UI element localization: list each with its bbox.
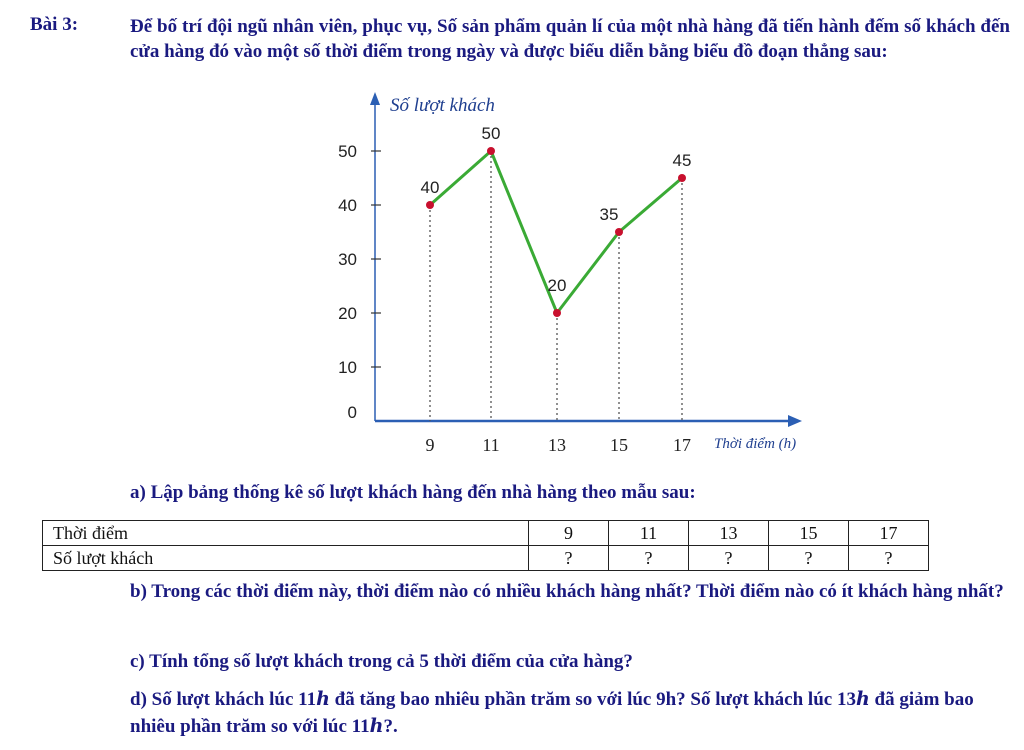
y-tick-label: 10: [338, 358, 357, 377]
table-cell: 11: [609, 521, 689, 546]
x-tick-label: 9: [425, 435, 435, 455]
table-row-time: [43, 521, 929, 546]
question-a: a) Lập bảng thống kê số lượt khách hàng đến nhà hàng theo mẫu sau:: [130, 482, 696, 503]
chart-svg: [320, 88, 840, 460]
table-cell: ?: [609, 546, 689, 571]
table-cell: ?: [529, 546, 609, 571]
stats-table: [42, 520, 929, 571]
data-label: 40: [420, 178, 440, 197]
question-c: c) Tính tổng số lượt khách trong cả 5 thời điểm của cửa hàng?: [130, 651, 633, 672]
x-tick-label: 15: [610, 435, 628, 455]
table-cell: ?: [769, 546, 849, 571]
chart-marks: [338, 92, 802, 455]
y-tick-label: 30: [338, 250, 357, 269]
table-cell: 13: [689, 521, 769, 546]
y-axis-arrow: [370, 92, 380, 105]
data-label: 20: [547, 276, 567, 295]
data-point: [426, 201, 434, 209]
data-point: [615, 228, 623, 236]
question-b: b) Trong các thời điểm này, thời điểm nào có nhiều khách hàng nhất? Thời điểm nào có ít khách hàng nhất?: [130, 581, 1004, 602]
data-label: 45: [672, 151, 692, 170]
y-axis-label: Số lượt khách: [390, 95, 495, 116]
line-chart: [320, 88, 840, 460]
y-tick-label: 20: [338, 304, 357, 323]
y-tick-label: 0: [347, 403, 357, 422]
problem-intro: Để bố trí đội ngũ nhân viên, phục vụ, Số sản phẩm quản lí của một nhà hàng đã tiến hành đếm số khách đến cửa hàng đó vào một số thời điểm trong ngày và được biểu diễn bằng biểu đồ đoạn thẳng sau:: [130, 16, 1010, 62]
y-tick-label: 50: [338, 142, 357, 161]
x-tick-label: 13: [548, 435, 566, 455]
problem-label: Bài 3:: [30, 14, 79, 35]
x-tick-label: 17: [673, 435, 691, 455]
data-label: 35: [599, 205, 619, 224]
question-d: d) Số lượt khách lúc 11ℎ đã tăng bao nhiêu phần trăm so với lúc 9h? Số lượt khách lúc 13ℎ đã giảm bao nhiêu phần trăm so với lúc 11ℎ?.: [130, 689, 974, 737]
table-cell: ?: [689, 546, 769, 571]
y-tick-label: 40: [338, 196, 357, 215]
table-cell: ?: [849, 546, 929, 571]
data-point: [678, 174, 686, 182]
data-point: [487, 147, 495, 155]
x-axis-arrow: [788, 415, 802, 427]
table-row-visitors: [43, 546, 929, 571]
data-point: [553, 309, 561, 317]
table-header-time: Thời điểm: [43, 521, 529, 546]
table-cell: 15: [769, 521, 849, 546]
x-tick-label: 11: [482, 435, 500, 455]
table-cell: 17: [849, 521, 929, 546]
table-header-visitors: Số lượt khách: [43, 546, 529, 571]
table-cell: 9: [529, 521, 609, 546]
data-label: 50: [481, 124, 501, 143]
x-axis-label: Thời điểm (h): [714, 436, 797, 452]
